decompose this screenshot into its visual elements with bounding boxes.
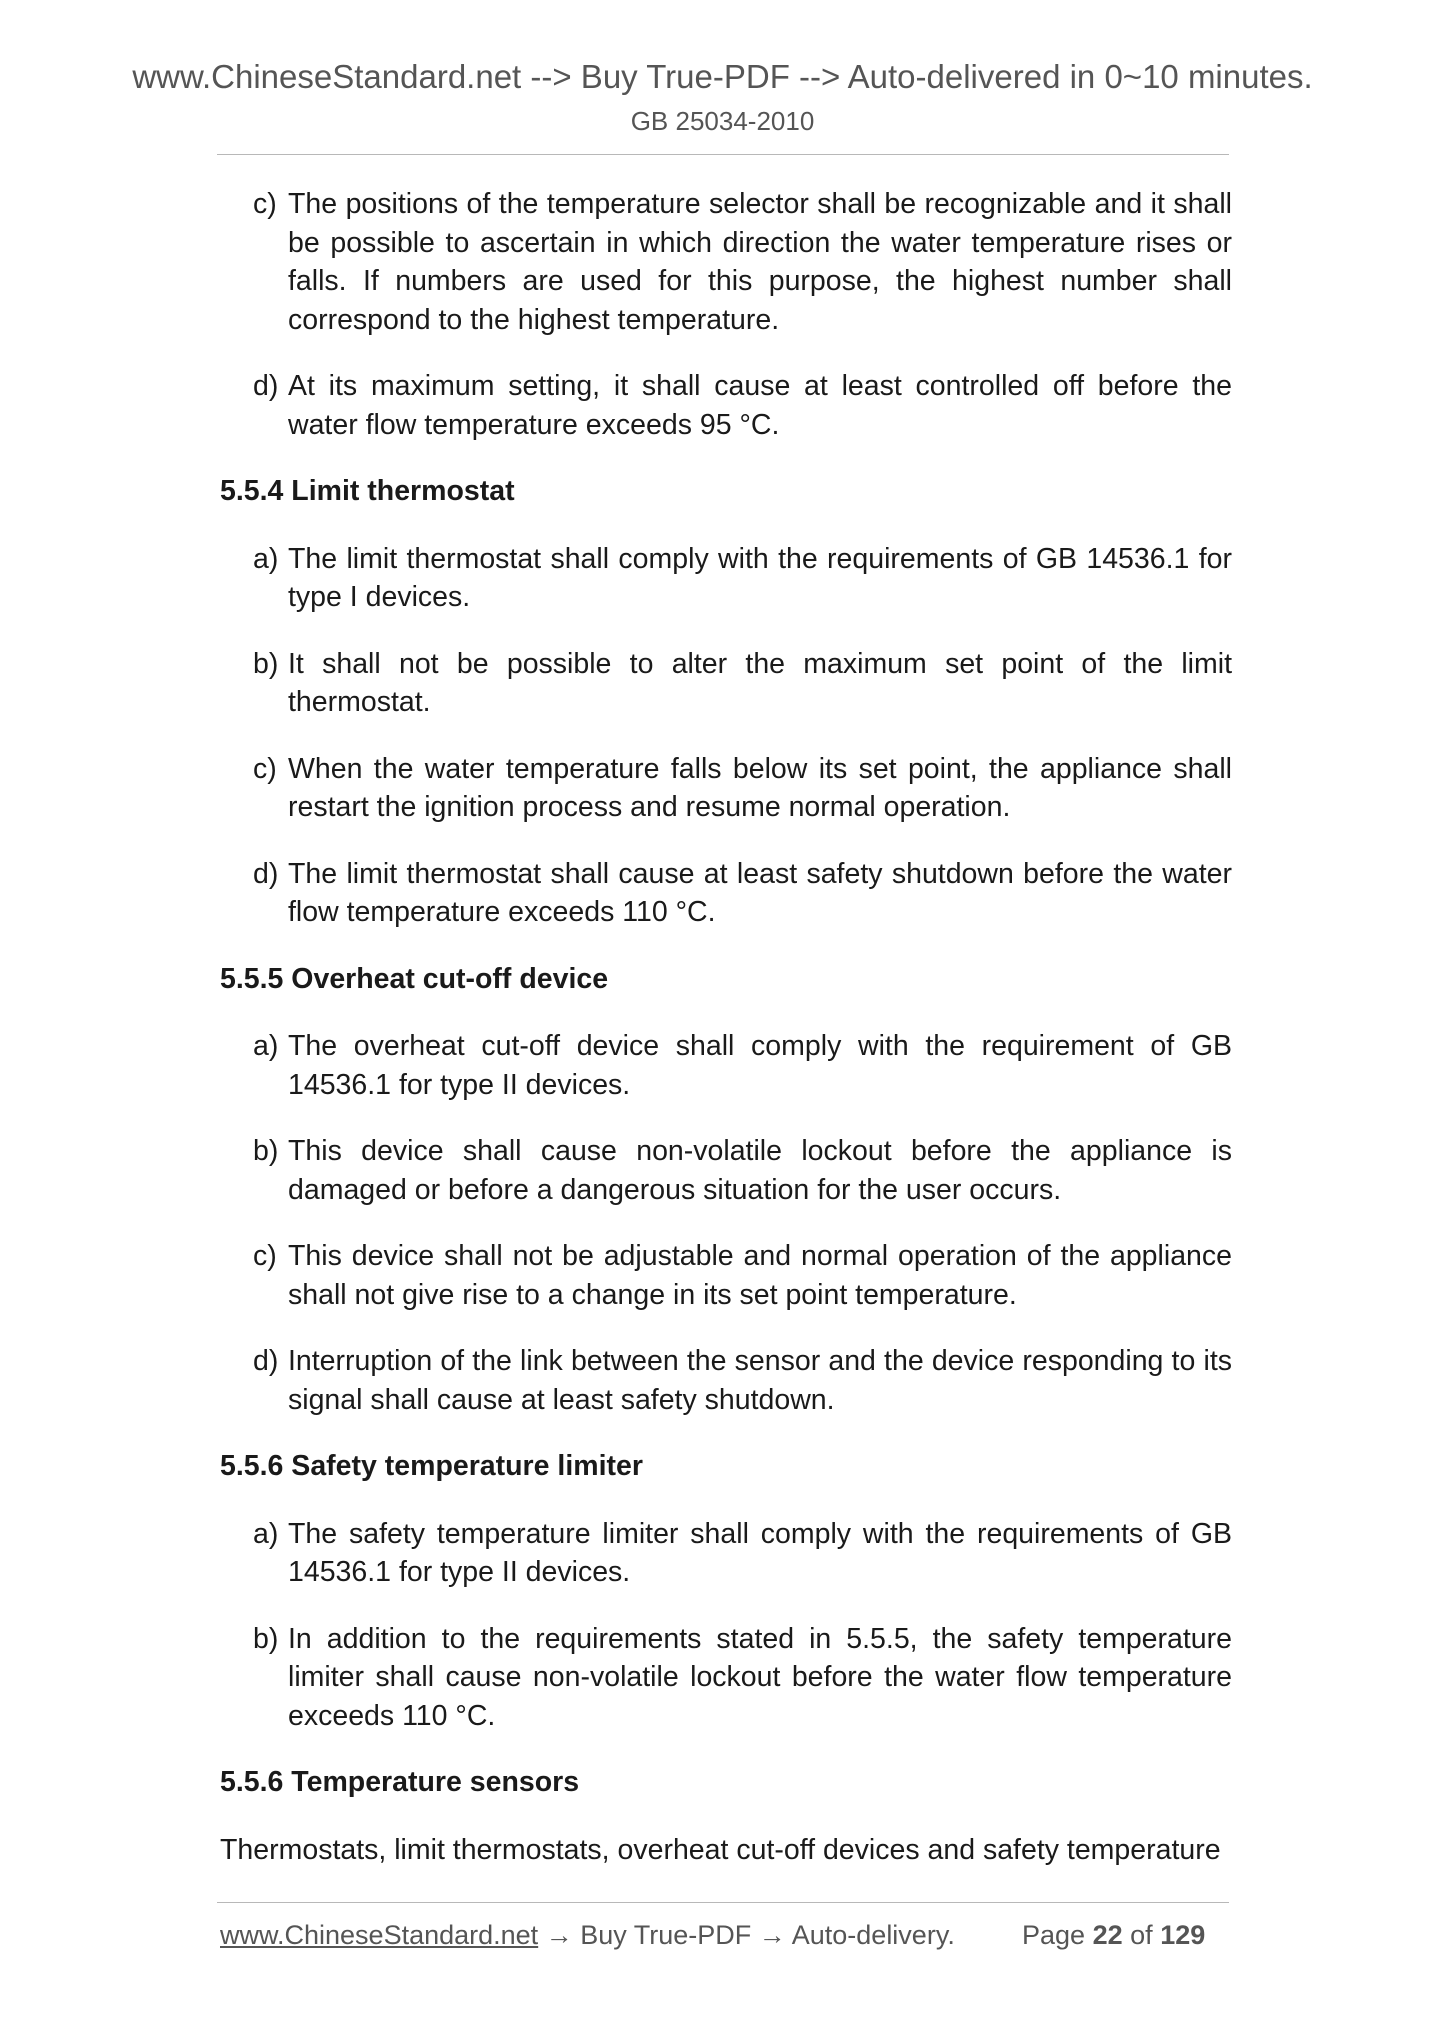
page-indicator bbox=[1022, 1920, 1205, 1951]
item-marker: a) bbox=[253, 1517, 279, 1550]
list-item bbox=[220, 1515, 1232, 1592]
header-divider bbox=[217, 154, 1229, 155]
of-label: of bbox=[1130, 1920, 1153, 1950]
list-item bbox=[220, 1620, 1232, 1736]
item-text: The positions of the temperature selector shall be recognizable and it shall be possible to ascertain in which direction the water temperature rises or falls. If numbers are used for this purpose, the highest number shall correspond to the highest temperature. bbox=[288, 188, 1232, 336]
item-text: Interruption of the link between the sensor and the device responding to its signal shall cause at least safety shutdown. bbox=[288, 1345, 1232, 1416]
item-marker: c) bbox=[253, 188, 277, 220]
top-banner: www.ChineseStandard.net --> Buy True-PDF --> Auto-delivered in 0~10 minutes. bbox=[132, 58, 1313, 95]
page-body bbox=[220, 185, 1232, 1869]
section-heading-5-5-6-limiter: 5.5.6 Safety temperature limiter bbox=[220, 1450, 643, 1482]
item-marker: d) bbox=[253, 370, 279, 402]
section-heading-5-5-6-sensors: 5.5.6 Temperature sensors bbox=[220, 1766, 580, 1798]
document-id: GB 25034-2010 bbox=[630, 106, 815, 136]
item-text: The safety temperature limiter shall comply with the requirements of GB 14536.1 for type II devices. bbox=[288, 1517, 1232, 1588]
page-label: Page bbox=[1022, 1920, 1086, 1950]
item-text: This device shall cause non-volatile lockout before the appliance is damaged or before a dangerous situation for the user occurs. bbox=[288, 1135, 1232, 1206]
page-total: 129 bbox=[1160, 1920, 1206, 1950]
list-item bbox=[220, 855, 1232, 932]
list-item bbox=[220, 750, 1232, 827]
footer-divider bbox=[217, 1902, 1229, 1903]
item-marker: a) bbox=[253, 1030, 279, 1062]
item-text: It shall not be possible to alter the maximum set point of the limit thermostat. bbox=[288, 647, 1232, 718]
item-marker: c) bbox=[253, 1240, 277, 1272]
footer-promo bbox=[220, 1920, 955, 1951]
item-marker: d) bbox=[253, 857, 279, 890]
item-marker: b) bbox=[253, 1135, 279, 1167]
item-marker: b) bbox=[253, 647, 279, 680]
list-item bbox=[220, 1342, 1232, 1419]
item-text: This device shall not be adjustable and normal operation of the appliance shall not give rise to a change in its set point temperature. bbox=[288, 1240, 1232, 1311]
list-item bbox=[220, 645, 1232, 722]
list-item bbox=[220, 1132, 1232, 1209]
item-marker: b) bbox=[253, 1622, 279, 1655]
item-text: When the water temperature falls below its set point, the appliance shall restart the ignition process and resume normal operation. bbox=[288, 752, 1232, 823]
item-text: In addition to the requirements stated in 5.5.5, the safety temperature limiter shall cause non-volatile lockout before the water flow temperature exceeds 110 °C. bbox=[288, 1622, 1232, 1732]
list-item bbox=[220, 1237, 1232, 1314]
item-text: The limit thermostat shall comply with the requirements of GB 14536.1 for type I devices. bbox=[288, 542, 1232, 613]
item-marker: d) bbox=[253, 1345, 279, 1377]
list-item bbox=[220, 185, 1232, 339]
list-item bbox=[220, 367, 1232, 444]
item-marker: a) bbox=[253, 542, 279, 575]
item-text: At its maximum setting, it shall cause at least controlled off before the water flow temperature exceeds 95 °C. bbox=[288, 370, 1232, 441]
item-text: The overheat cut-off device shall comply with the requirement of GB 14536.1 for type II devices. bbox=[288, 1030, 1232, 1101]
page-number: 22 bbox=[1092, 1920, 1123, 1950]
footer-site-link[interactable]: www.ChineseStandard.net bbox=[220, 1920, 539, 1950]
footer-tail-text: → Buy True-PDF → Auto-delivery. bbox=[538, 1920, 955, 1950]
list-item bbox=[220, 540, 1232, 617]
section-heading-5-5-4: 5.5.4 Limit thermostat bbox=[220, 475, 515, 507]
body-paragraph: Thermostats, limit thermostats, overheat cut-off devices and safety temperature bbox=[220, 1833, 1221, 1866]
item-text: The limit thermostat shall cause at least safety shutdown before the water flow temperature exceeds 110 °C. bbox=[288, 857, 1232, 928]
section-heading-5-5-5: 5.5.5 Overheat cut-off device bbox=[220, 962, 609, 995]
item-marker: c) bbox=[253, 752, 277, 785]
list-item bbox=[220, 1027, 1232, 1104]
